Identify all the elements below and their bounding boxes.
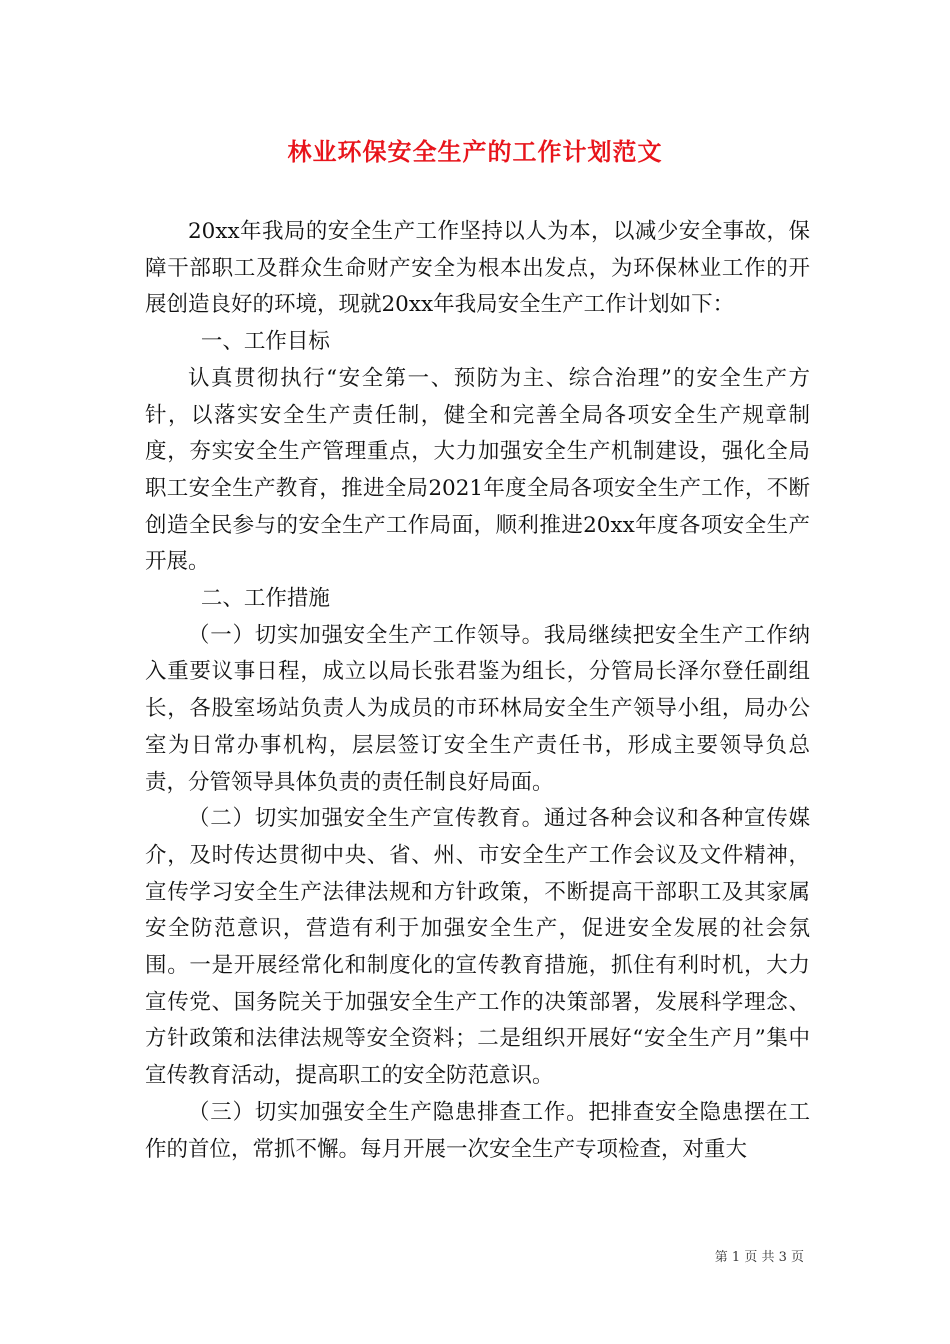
section-heading-goals: 一、工作目标 (200, 329, 330, 355)
paragraph-intro: 20xx年我局的安全生产工作坚持以人为本，以减少安全事故，保障干部职工及群众生命财产安全为根本出发点，为环保林业工作的开展创造良好的环境，现就20xx年我局安全生产工作计划如下： (145, 219, 810, 318)
section-heading-measures: 二、工作措施 (200, 586, 330, 612)
paragraph-measure-1: （一）切实加强安全生产工作领导。我局继续把安全生产工作纳入重要议事日程，成立以局长张君鉴为组长，分管局长泽尔登任副组长，各股室场站负责人为成员的市环林局安全生产领导小组，局办公室为日常办事机构，层层签订安全生产责任书，形成主要领导负总责，分管领导具体负责的责任制良好局面。 (145, 622, 810, 795)
document-body (145, 214, 810, 1168)
paragraph-measure-2: （二）切实加强安全生产宣传教育。通过各种会议和各种宣传媒介，及时传达贯彻中央、省、州、市安全生产工作会议及文件精神，宣传学习安全生产法律法规和方针政策，不断提高干部职工及其家属安全防范意识，营造有利于加强安全生产，促进安全发展的社会氛围。一是开展经常化和制度化的宣传教育措施，抓住有利时机，大力宣传党、国务院关于加强安全生产工作的决策部署，发展科学理念、方针政策和法律法规等安全资料；二是组织开展好“安全生产月”集中宣传教育活动，提高职工的安全防范意识。 (145, 806, 810, 1089)
paragraph-measure-3: （三）切实加强安全生产隐患排查工作。把排查安全隐患摆在工作的首位，常抓不懈。每月开展一次安全生产专项检查，对重大 (145, 1099, 810, 1162)
document-title: 林业环保安全生产的工作计划范文 (287, 138, 663, 166)
paragraph-goals: 认真贯彻执行“安全第一、预防为主、综合治理”的安全生产方针，以落实安全生产责任制，健全和完善全局各项安全生产规章制度，夯实安全生产管理重点，大力加强安全生产机制建设，强化全局职工安全生产教育，推进全局2021年度全局各项安全生产工作，不断创造全民参与的安全生产工作局面，顺利推进20xx年度各项安全生产开展。 (145, 365, 810, 575)
page-number: 第 1 页 共 3 页 (714, 1250, 804, 1265)
